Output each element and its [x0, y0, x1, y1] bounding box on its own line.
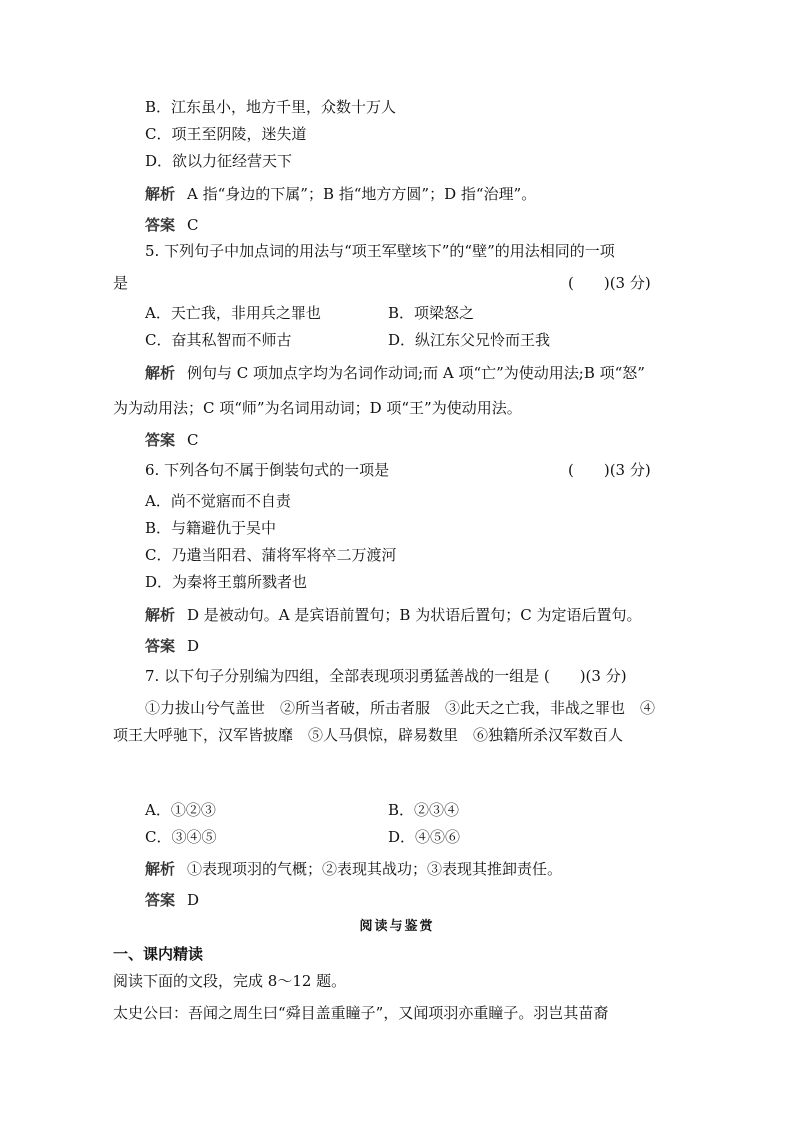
answer-label: 答案 [145, 637, 176, 655]
q4-option-d: D．欲以力征经营天下 [145, 152, 293, 170]
q5-analysis-cont: 为为动用法；C 项“师”为名词用动词；D 项“王”为使动用法。 [113, 399, 522, 417]
q7-option-d: D．④⑤⑥ [388, 828, 461, 846]
analysis-text: 例句与 C 项加点字均为名词作动词;而 A 项“亡”为使动用法;B 项“怒” [187, 364, 645, 382]
q6-option-c: C．乃遣当阳君、蒲将军将卒二万渡河 [145, 546, 397, 564]
section-title: 阅读与鉴赏 [359, 919, 435, 934]
q5-stem-cont: 是 [113, 274, 129, 292]
q6-analysis [145, 605, 641, 625]
q7-answer [145, 890, 199, 910]
answer-text: C [187, 216, 199, 234]
analysis-label: 解析 [145, 185, 176, 203]
q5-option-a: A．天亡我，非用兵之罪也 [145, 304, 321, 322]
q4-analysis [145, 184, 536, 204]
q5-option-b: B．项梁怒之 [388, 304, 475, 322]
answer-text: D [187, 891, 200, 909]
q6-score: ( )(3 分) [568, 461, 651, 479]
answer-label: 答案 [145, 216, 176, 234]
q5-analysis [145, 363, 645, 383]
answer-label: 答案 [145, 431, 176, 449]
analysis-label: 解析 [145, 606, 176, 624]
q7-option-a: A．①②③ [145, 801, 216, 819]
q5-option-c: C．奋其私智而不师古 [145, 331, 292, 349]
part-heading: 一、课内精读 [113, 945, 204, 963]
passage-text: 太史公曰：吾闻之周生曰“舜目盖重瞳子”，又闻项羽亦重瞳子。羽岂其苗裔 [113, 1004, 609, 1022]
q7-items: ①力拔山兮气盖世 ②所当者破，所击者服 ③此天之亡我，非战之罪也 ④ [145, 699, 656, 717]
answer-text: C [187, 431, 199, 449]
q5-answer [145, 430, 199, 450]
q6-answer [145, 636, 199, 656]
answer-text: D [187, 637, 200, 655]
q4-option-c: C．项王至阴陵，迷失道 [145, 125, 307, 143]
q7-option-c: C．③④⑤ [145, 828, 217, 846]
q7-items-cont: 项王大呼驰下，汉军皆披靡 ⑤人马俱惊，辟易数里 ⑥独籍所杀汉军数百人 [113, 726, 624, 744]
q5-stem: 5. 下列句子中加点词的用法与“项王军壁垓下”的“壁”的用法相同的一项 [145, 242, 615, 260]
q5-score: ( )(3 分) [568, 274, 651, 292]
reading-instruction: 阅读下面的文段，完成 8～12 题。 [113, 972, 347, 990]
q6-option-d: D．为秦将王翦所戮者也 [145, 573, 308, 591]
analysis-label: 解析 [145, 860, 176, 878]
q4-answer [145, 215, 199, 235]
q7-option-b: B．②③④ [388, 801, 460, 819]
q6-option-a: A．尚不觉寤而不自责 [145, 492, 291, 510]
answer-label: 答案 [145, 891, 176, 909]
q4-option-b: B．江东虽小，地方千里，众数十万人 [145, 98, 397, 116]
q6-stem: 6. 下列各句不属于倒装句式的一项是 [145, 461, 390, 479]
analysis-text: A 指“身边的下属”；B 指“地方方圆”；D 指“治理”。 [187, 185, 537, 203]
q7-stem: 7. 以下句子分别编为四组，全部表现项羽勇猛善战的一组是 ( )(3 分) [145, 667, 627, 685]
analysis-text: D 是被动句。A 是宾语前置句；B 为状语后置句；C 为定语后置句。 [187, 606, 642, 624]
q5-option-d: D．纵江东父兄怜而王我 [388, 331, 551, 349]
q6-option-b: B．与籍避仇于吴中 [145, 519, 277, 537]
q7-analysis [145, 859, 562, 879]
analysis-text: ①表现项羽的气概；②表现其战功；③表现其推卸责任。 [187, 860, 563, 878]
analysis-label: 解析 [145, 364, 176, 382]
